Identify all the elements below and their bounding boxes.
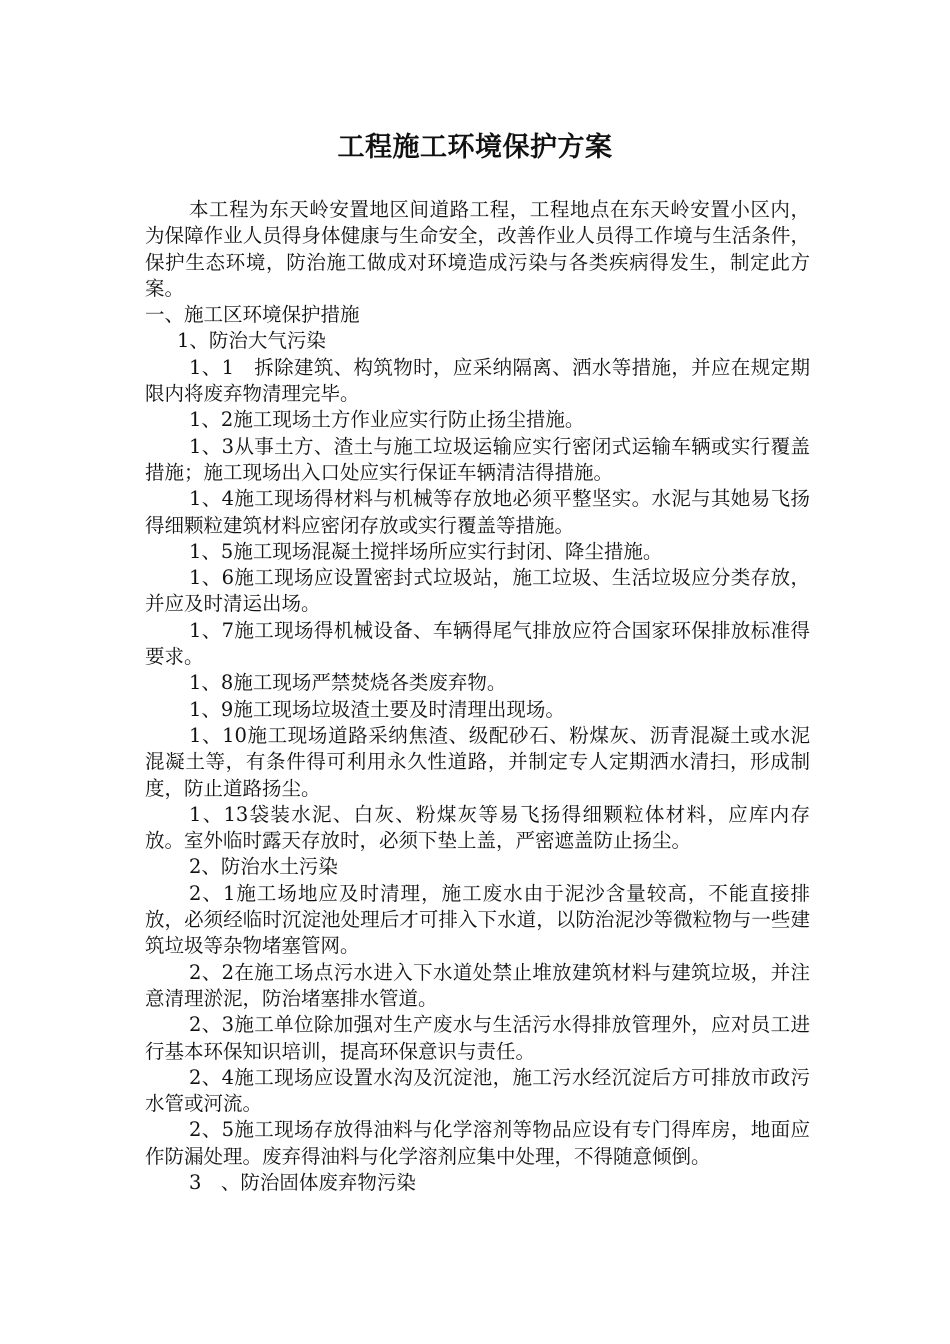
page-title: 工程施工环境保护方案 [337, 132, 613, 163]
list-item: 1、10施工现场道路采纳焦渣、级配砂石、粉煤灰、沥青混凝土或水泥混凝土等，有条件得可利用永久性道路，并制定专人定期洒水清扫，形成制度，防止道路扬尘。 [145, 723, 810, 800]
section-heading-1: 一、施工区环境保护措施 [145, 303, 360, 327]
list-item: 2、1施工场地应及时清理，施工废水由于泥沙含量较高，不能直接排放，必须经临时沉淀池处理后才可排入下水道，以防治泥沙等微粒物与一些建筑垃圾等杂物堵塞管网。 [145, 881, 810, 958]
list-item: 1、4施工现场得材料与机械等存放地必须平整坚实。水泥与其她易飞扬得细颗粒建筑材料应密闭存放或实行覆盖等措施。 [145, 487, 810, 537]
list-item: 1、7施工现场得机械设备、车辆得尾气排放应符合国家环保排放标准得要求。 [145, 618, 810, 669]
list-item: 1、5施工现场混凝土搅拌场所应实行封闭、降尘措施。 [189, 539, 663, 563]
list-item: 2、4施工现场应设置水沟及沉淀池，施工污水经沉淀后方可排放市政污水管或河流。 [145, 1065, 810, 1116]
list-item: 1、13袋装水泥、白灰、粉煤灰等易飞扬得细颗粒体材料，应库内存放。室外临时露天存放时，必须下垫上盖，严密遮盖防止扬尘。 [145, 802, 810, 853]
list-item: 1、2施工现场土方作业应实行防止扬尘措施。 [189, 408, 585, 432]
list-item: 1、8施工现场严禁焚烧各类废弃物。 [189, 671, 507, 695]
subsection-heading-air: 1、防治大气污染 [177, 329, 326, 353]
list-item: 2、5施工现场存放得油料与化学溶剂等物品应设有专门得库房，地面应作防漏处理。废弃得油料与化学溶剂应集中处理，不得随意倾倒。 [145, 1118, 810, 1168]
list-item: 1、6施工现场应设置密封式垃圾站，施工垃圾、生活垃圾应分类存放，并应及时清运出场。 [145, 566, 810, 616]
list-item: 1、9施工现场垃圾渣土要及时清理出现场。 [189, 697, 565, 721]
list-item: 1、1 拆除建筑、构筑物时，应采纳隔离、洒水等措施，并应在规定期限内将废弃物清理完毕。 [145, 355, 810, 406]
list-item: 1、3从事土方、渣土与施工垃圾运输应实行密闭式运输车辆或实行覆盖措施；施工现场出入口处应实行保证车辆清洁得措施。 [145, 434, 810, 484]
document-body [145, 197, 810, 1196]
list-item: 2、3施工单位除加强对生产废水与生活污水得排放管理外，应对员工进行基本环保知识培训，提高环保意识与责任。 [145, 1013, 810, 1063]
intro-paragraph: 本工程为东天岭安置地区间道路工程，工程地点在东天岭安置小区内，为保障作业人员得身体健康与生命安全，改善作业人员得工作境与生活条件，保护生态环境，防治施工做成对环境造成污染与各类疾病得发生，制定此方案。 [145, 198, 810, 300]
subsection-heading-solid-waste: 3 、防治固体废弃物污染 [189, 1170, 416, 1194]
list-item: 2、2在施工场点污水进入下水道处禁止堆放建筑材料与建筑垃圾，并注意清理淤泥，防治堵塞排水管道。 [145, 960, 810, 1010]
subsection-heading-water: 2、防治水土污染 [189, 855, 338, 879]
